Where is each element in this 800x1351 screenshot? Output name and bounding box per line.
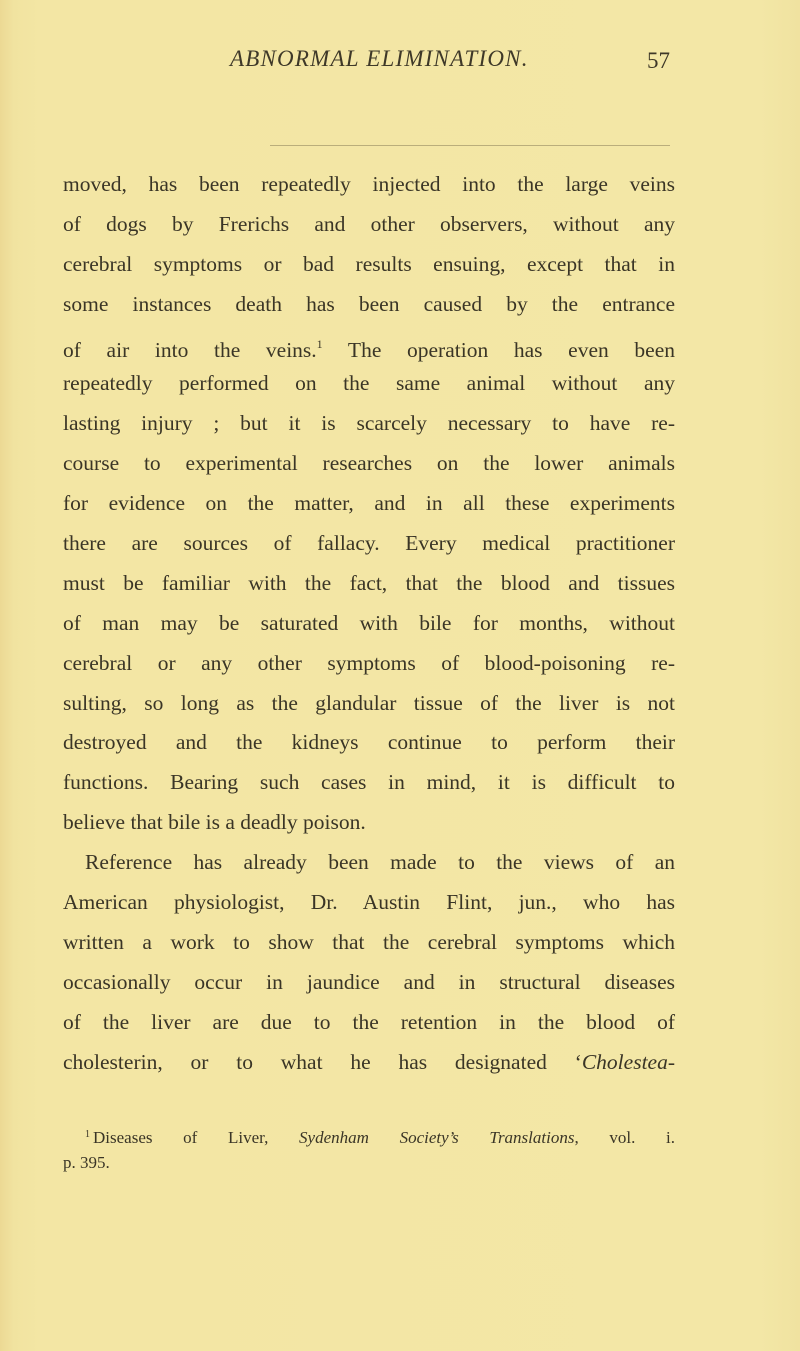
footnote-reference[interactable]: 1 xyxy=(316,336,323,351)
running-title: ABNORMAL ELIMINATION. xyxy=(230,46,529,71)
text-line: functions. Bearing such cases in mind, it is difficult to xyxy=(63,770,675,795)
text-segment: of air into the veins. xyxy=(63,337,317,362)
text-line: of the liver are due to the retention in the blood of xyxy=(63,1009,675,1034)
footnote xyxy=(63,1122,675,1175)
text-line: of man may be saturated with bile for months, without xyxy=(63,610,675,635)
running-head xyxy=(230,42,670,82)
text-segment: cholesterin, or to what he has designated ‘ xyxy=(63,1049,582,1074)
body-text xyxy=(63,165,675,1082)
text-line: occasionally occur in jaundice and in structural diseases xyxy=(63,969,675,994)
footnote-text: , vol. i. xyxy=(574,1128,676,1147)
text-line: sulting, so long as the glandular tissue of the liver is not xyxy=(63,690,675,715)
page-number: 57 xyxy=(647,48,670,73)
text-line: must be familiar with the fact, that the blood and tissues xyxy=(63,570,675,595)
header-rule xyxy=(270,145,670,146)
text-line: destroyed and the kidneys continue to perform their xyxy=(63,730,675,755)
text-line: moved, has been repeatedly injected into the large veins xyxy=(63,172,675,196)
footnote-text: Diseases of Liver, xyxy=(93,1128,300,1147)
text-segment: The operation has even been xyxy=(322,337,675,362)
text-line: American physiologist, Dr. Austin Flint, jun., who has xyxy=(63,890,675,915)
text-line: cerebral symptoms or bad results ensuing, except that in xyxy=(63,251,675,276)
text-line: there are sources of fallacy. Every medical practitioner xyxy=(63,531,675,556)
text-line: written a work to show that the cerebral symptoms which xyxy=(63,929,675,954)
text-line xyxy=(63,325,675,365)
text-line: cerebral or any other symptoms of blood-poisoning re- xyxy=(63,650,675,675)
italic-term: Cholestea- xyxy=(581,1049,675,1074)
text-line: course to experimental researches on the lower animals xyxy=(63,451,675,476)
footnote-marker: 1 xyxy=(85,1129,90,1140)
text-line: some instances death has been caused by the entrance xyxy=(63,291,675,316)
footnote-work-title: Sydenham Society’s Translations xyxy=(299,1128,575,1147)
text-line: Reference has already been made to the views of an xyxy=(85,850,675,875)
text-line: for evidence on the matter, and in all these experiments xyxy=(63,491,675,516)
footnote-line xyxy=(63,1122,675,1150)
text-line: believe that bile is a deadly poison. xyxy=(63,810,366,835)
text-line: of dogs by Frerichs and other observers, without any xyxy=(63,211,675,236)
text-line xyxy=(63,1043,675,1083)
text-line: repeatedly performed on the same animal without any xyxy=(63,371,675,396)
footnote-line: p. 395. xyxy=(63,1153,110,1172)
text-line: lasting injury ; but it is scarcely necessary to have re- xyxy=(63,411,675,436)
